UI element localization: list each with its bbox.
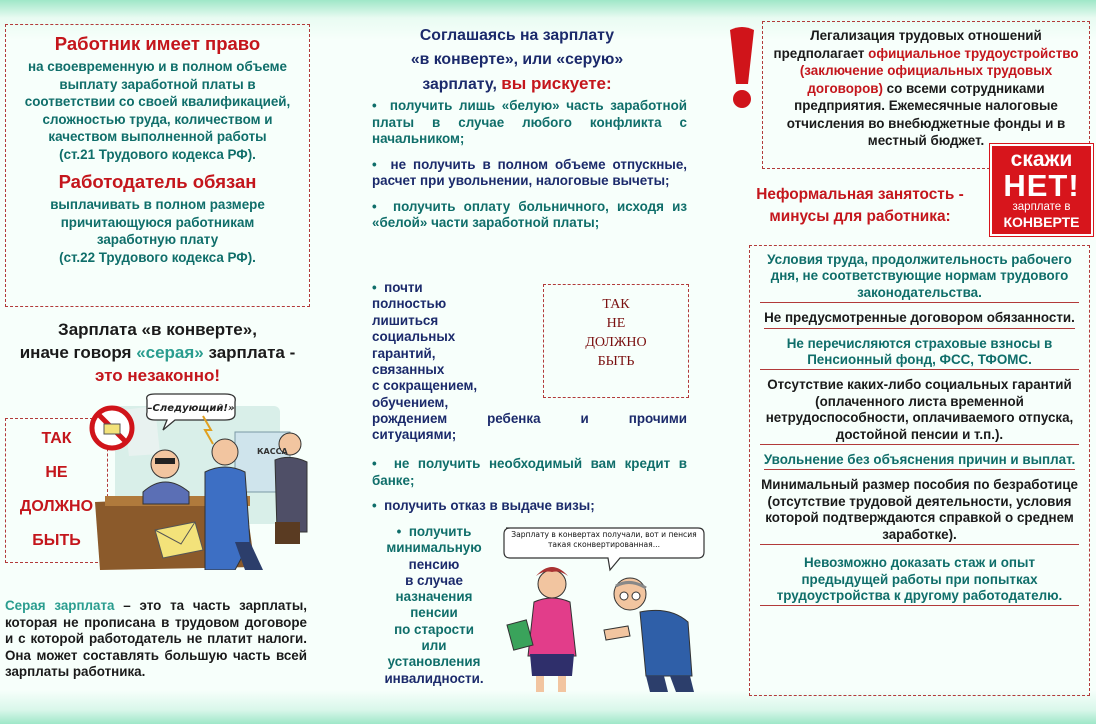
not-allowed-stamp: ТАК НЕ ДОЛЖНО БЫТЬ (543, 284, 689, 398)
pensioner-cartoon (500, 526, 706, 694)
risk-item-visa: • получить отказ в выдаче визы; (372, 498, 595, 513)
risk-item-social: • почти полностью лишиться социальных гарантий, связанных с сокращением, обучением, (372, 280, 478, 410)
risk-title: Соглашаясь на зарплату «в конверте», или «серую» зарплату, вы рискуете: (410, 27, 624, 93)
not-allowed-box: ТАК НЕ ДОЛЖНО БЫТЬ (5, 418, 108, 563)
minus-item: Не перечисляются страховые взносы в Пенсионный фонд, ФСС, ТФОМС. (760, 336, 1079, 371)
minus-item: Увольнение без объяснения причин и выплат. (760, 452, 1079, 470)
cartoon-bubble-text: –Следующий!» (147, 403, 235, 414)
prohibition-icon (88, 404, 136, 452)
illegal-heading: Зарплата «в конверте», иначе говоря «серая» зарплата - это незаконно! (19, 320, 296, 385)
minus-item: Не предусмотренные договором обязанности. (760, 310, 1079, 328)
minus-item: Условия труда, продолжительность рабочего дня, не соответствующие нормам трудового законодательства. (760, 252, 1079, 303)
rights-ref: (ст.21 Трудового кодекса РФ). (59, 146, 256, 162)
minuses-box (749, 245, 1090, 696)
risk-item-credit: • не получить необходимый вам кредит в банке; (372, 456, 687, 488)
exclamation-icon (726, 26, 758, 110)
rights-title: Работник имеет право (54, 33, 261, 54)
risk-item: • получить оплату больничного, исходя из «белой» части заработной платы; (372, 198, 687, 230)
minus-item: Невозможно доказать стаж и опыт предыдущей работы при попытках трудоустройства к другому работодателю. (760, 555, 1079, 606)
duty-title: Работодатель обязан (58, 171, 257, 192)
legalization-box: Легализация трудовых отношений предполагает официальное трудоустройство (заключение официальных трудовых договоров) со всеми сотрудниками предприятия. Ежемесячные налоговые отчисления во внебюджетные фонды и в местный бюджет. (762, 21, 1090, 169)
risk-item-pension: • получить минимальную пенсию в случае назначения пенсии по старости или установления инвалидности. (384, 524, 484, 686)
risk-item-social-end: рождением ребенка и прочими ситуациями; (372, 411, 687, 443)
minus-item: Отсутствие каких-либо социальных гарантий (оплаченного листа временной нетрудоспособности, оплачиваемого отпуска, достойной пенсии и т.п.). (760, 377, 1079, 445)
risk-item: • не получить в полном объеме отпускные, расчет при увольнении, налоговые вычеты; (372, 156, 687, 188)
gray-salary-definition: Серая зарплата – это та часть зарплаты, которая не прописана в трудовом договоре и с которой работодатель не платит налоги. Она может составлять большую часть всей зарплаты работника. (5, 598, 307, 680)
rights-box (5, 24, 310, 307)
duty-text: выплачивать в полном размере причитающуюся работникам заработную плату (50, 197, 265, 247)
say-no-badge: скажи НЕТ! зарплате в КОНВЕРТЕ (990, 144, 1093, 236)
rights-text: на своевременную и в полном объеме выплату заработной платы в соответствии со своей квалификацией, сложностью труда, количеством и качеством выполненной работы (24, 59, 291, 144)
cartoon-sign-text: КАССА (257, 447, 288, 456)
risk-list (372, 98, 687, 241)
risk-item: • получить лишь «белую» часть заработной платы в случае любого конфликта с начальником; (372, 98, 687, 146)
minuses-title: Неформальная занятость - минусы для работника: (756, 186, 964, 225)
cartoon2-bubble-text: Зарплату в конвертах получали, вот и пенсия такая сконвертированная... (511, 530, 697, 549)
minus-item: Минимальный размер пособия по безработице (отсутствие трудовой деятельности, условия которой подтверждаются справкой о среднем заработке). (760, 477, 1079, 545)
duty-ref: (ст.22 Трудового кодекса РФ). (59, 249, 256, 265)
